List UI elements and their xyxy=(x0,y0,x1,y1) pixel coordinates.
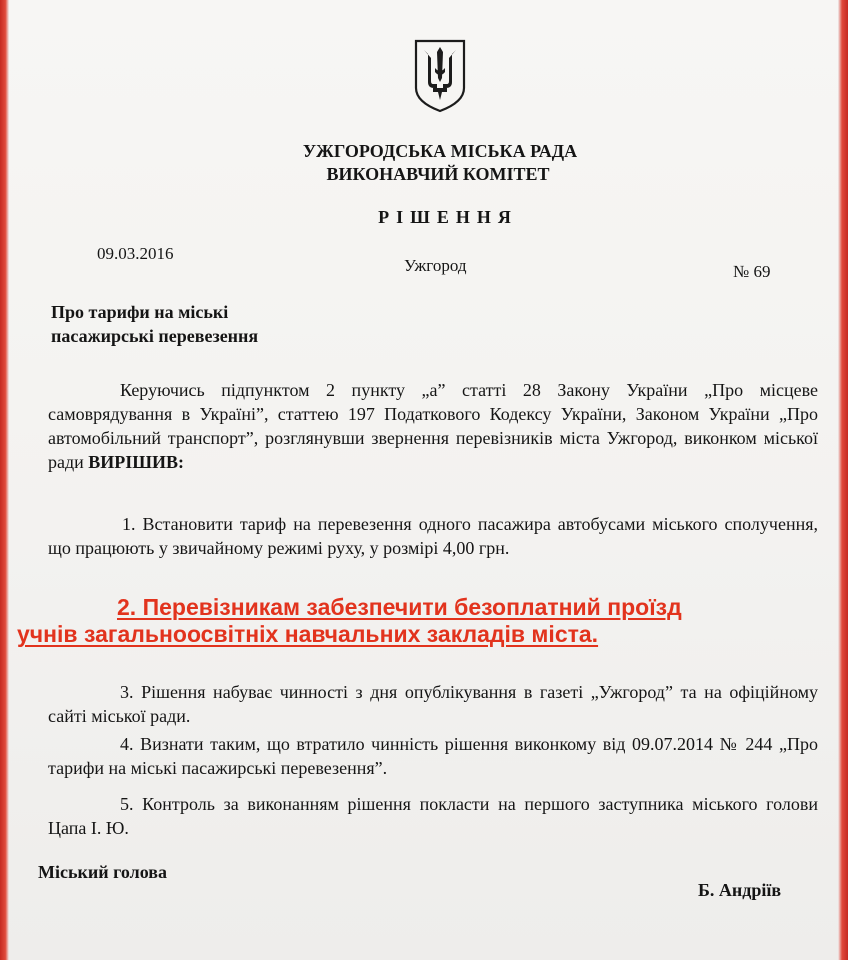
document-type-title: РІШЕННЯ xyxy=(378,207,518,227)
decision-subject xyxy=(51,300,258,348)
decision-date: 09.03.2016 xyxy=(97,244,174,263)
decided-word: ВИРІШИВ: xyxy=(88,452,185,472)
council-name: УЖГОРОДСЬКА МІСЬКА РАДА xyxy=(302,141,578,161)
subject-line-2: пасажирські перевезення xyxy=(51,326,259,346)
preamble-paragraph xyxy=(48,378,818,474)
item-2-highlighted xyxy=(17,594,817,648)
signatory-title: Міський голова xyxy=(38,862,167,882)
subject-line-1: Про тарифи на міські xyxy=(51,302,229,322)
item-2-line-1: 2. Перевізникам забезпечити безоплатний проїзд xyxy=(117,594,682,620)
decision-city: Ужгород xyxy=(404,256,467,275)
decision-number: № 69 xyxy=(733,262,771,281)
item-2-line-2: учнів загальноосвітніх навчальних закладів міста. xyxy=(17,621,599,647)
item-3-paragraph: 3. Рішення набуває чинності з дня опублікування в газеті „Ужгород” та на офіційному сайті міської ради. xyxy=(48,682,818,726)
trident-coat-of-arms-icon xyxy=(413,38,467,114)
committee-name: ВИКОНАВЧИЙ КОМІТЕТ xyxy=(326,164,550,184)
left-red-border xyxy=(0,0,9,960)
item-1-paragraph: 1. Встановити тариф на перевезення одного пасажира автобусами міського сполучення, що працюють у звичайному режимі руху, у розмірі 4,00 грн. xyxy=(48,514,818,558)
signatory-name: Б. Андріїв xyxy=(698,880,782,900)
item-5-paragraph: 5. Контроль за виконанням рішення покласти на першого заступника міського голови Цапа І. Ю. xyxy=(48,794,818,838)
item-4-paragraph: 4. Визнати таким, що втратило чинність рішення виконкому від 09.07.2014 № 244 „Про тарифи на міські пасажирські перевезення”. xyxy=(48,734,818,778)
preamble-text: Керуючись підпунктом 2 пункту „а” статті 28 Закону України „Про місцеве самоврядування в Україні”, статтею 197 Податкового Кодексу України, Законом України „Про автомобільний транспорт”, розглянувши звернення перевізників міста Ужгород, виконком міської ради xyxy=(48,380,818,472)
